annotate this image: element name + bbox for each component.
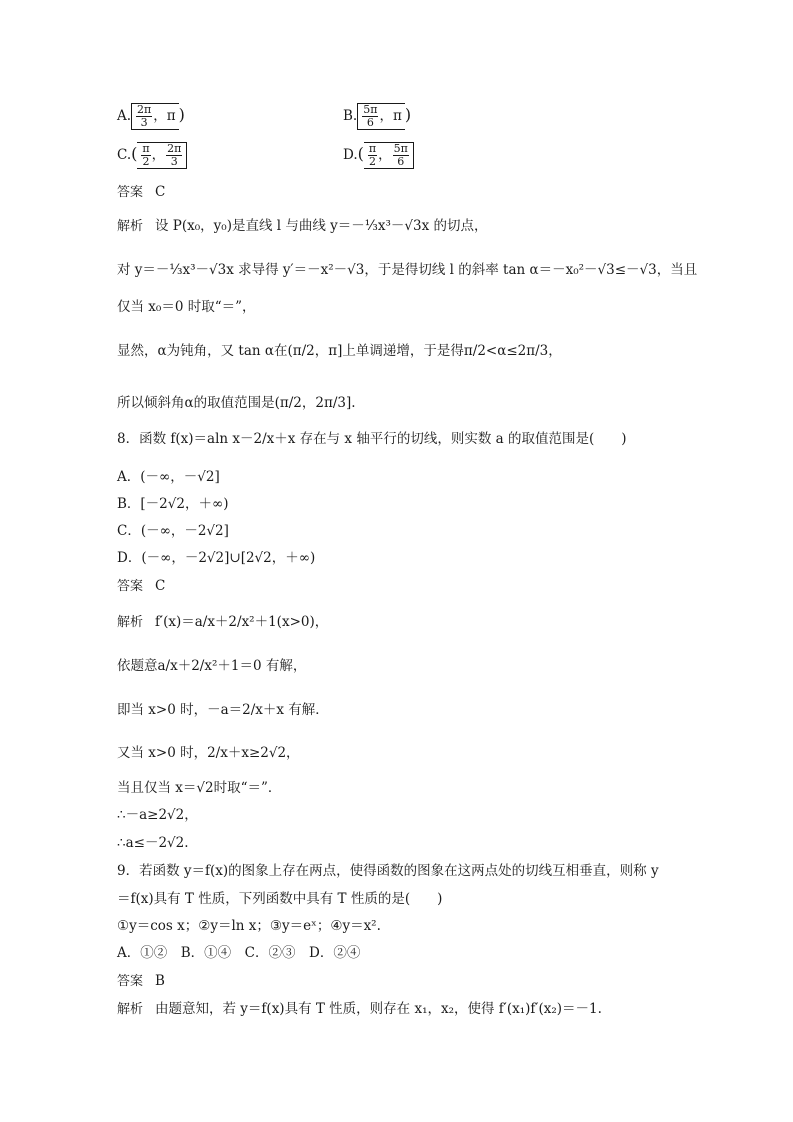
q8-analysis-line1: 解析 f′(x)＝a/x＋2/x²＋1(x>0)， [117, 614, 329, 630]
q7-option-c: C.( $\frac{\pi}{2}$ ， $\frac{2\pi}{3}$ [117, 142, 187, 169]
q7-option-b: B. $\frac{5\pi}{6}$ ，π ) [343, 103, 412, 129]
q8-analysis-line5: 当且仅当 x＝√2时取“＝”． [117, 780, 282, 796]
q9-stem-line1: 9．若函数 y＝f(x)的图象上存在两点，使得函数的图象在这两点处的切线互相垂直，则称 y [117, 863, 659, 879]
q9-items: ①y＝cos x；②y＝ln x；③y＝eˣ；④y＝x². [117, 918, 381, 934]
q8-analysis-line7: ∴a≤－2√2. [117, 835, 189, 851]
q9-analysis-line1: 解析 由题意知，若 y＝f(x)具有 T 性质，则存在 x₁，x₂，使得 f′(x₁)f′(x₂)＝－1. [117, 1001, 602, 1017]
q8-analysis-line4: 又当 x>0 时，2/x＋x≥2√2， [117, 745, 300, 761]
q7-analysis-line4: 显然，α为钝角，又 tan α在(π/2，π]上单调递增，于是得π/2<α≤2π/3， [117, 343, 562, 359]
q7-analysis-line5: 所以倾斜角α的取值范围是(π/2，2π/3]. [117, 395, 356, 411]
q7-analysis-line2: 对 y＝－⅓x³－√3x 求导得 y′＝－x²－√3，于是得切线 l 的斜率 tan α＝－x₀²－√3≤－√3，当且 [117, 262, 698, 278]
q8-answer: 答案 C [117, 578, 166, 594]
q8-stem: 8．函数 f(x)＝aln x－2/x＋x 存在与 x 轴平行的切线，则实数 a 的取值范围是( ) [117, 431, 627, 447]
q7-option-a: A. $\frac{2\pi}{3}$ ，π ) [117, 103, 185, 129]
q9-choices: A．①② B．①④ C．②③ D．②④ [117, 945, 361, 961]
q8-option-c: C．(－∞，－2√2] [117, 523, 229, 539]
q8-option-a: A．(－∞，－√2] [117, 469, 220, 485]
q8-analysis-line3: 即当 x>0 时，－a＝2/x＋x 有解． [117, 702, 329, 718]
q8-option-b: B．[－2√2，＋∞) [117, 496, 229, 512]
q7-option-d: D.( $\frac{\pi}{2}$ ， $\frac{5\pi}{6}$ [343, 142, 414, 169]
q8-analysis-line6: ∴－a≥2√2， [117, 807, 198, 823]
q7-analysis-line1: 解析 设 P(x₀，y₀)是直线 l 与曲线 y＝－⅓x³－√3x 的切点， [117, 218, 488, 234]
q8-analysis-line2: 依题意a/x＋2/x²＋1＝0 有解， [117, 658, 307, 674]
q7-analysis-line3: 仅当 x₀＝0 时取“＝”， [117, 299, 256, 315]
q7-answer: 答案 C [117, 184, 166, 200]
q8-option-d: D．(－∞，－2√2]∪[2√2，＋∞) [117, 550, 316, 566]
q9-stem-line2: ＝f(x)具有 T 性质，下列函数中具有 T 性质的是( ) [117, 891, 443, 907]
q9-answer: 答案 B [117, 973, 165, 989]
